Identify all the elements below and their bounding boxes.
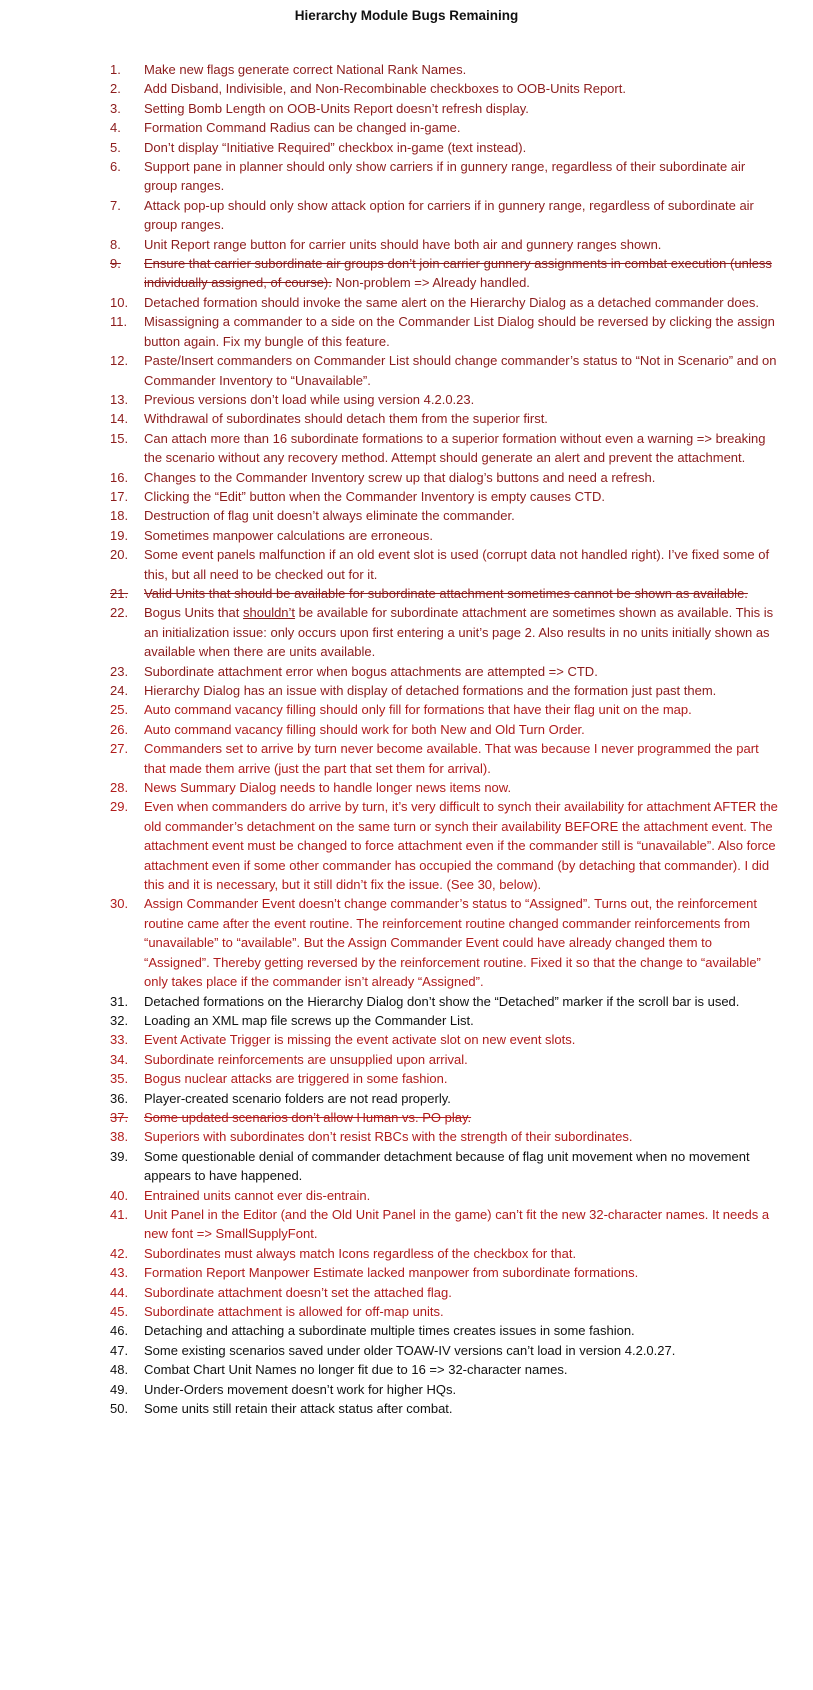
bug-number: 28.	[110, 780, 129, 796]
bug-text: should	[234, 585, 273, 601]
bug-text: Don’t display “Initiative Required” checkbox in-game (text instead).	[144, 139, 527, 155]
bug-number: 26.	[110, 721, 129, 737]
bug-item	[110, 778, 780, 797]
bug-number: 19.	[110, 527, 129, 543]
bug-number: 7.	[110, 197, 121, 213]
bug-number: 14.	[110, 411, 129, 427]
bug-text: Misassigning a commander to a side on the Commander List Dialog should be reversed by clicking the assign button again. Fix my bungle of this feature.	[144, 314, 775, 349]
bug-text: Previous versions don’t load while using version 4.2.0.23.	[144, 391, 475, 407]
bug-text: Paste/Insert commanders on Commander List should change commander’s status to “Not in Scenario” and on Commander Inventory to “Unavailable”.	[144, 353, 777, 388]
bug-item	[110, 254, 780, 293]
bug-number: 50.	[110, 1401, 129, 1417]
bug-item	[110, 235, 780, 254]
bug-number: 34.	[110, 1051, 129, 1067]
bug-text: Assign Commander Event doesn’t change commander’s status to “Assigned”. Turns out, the reinforcement routine came after the event routine. The reinforcement routine changed commander reinforcements from “unavailable” to “available”. But the Assign Commander Event could have already changed them to “Assigned”. Thereby getting reversed by the reinforcement routine. Fixed it so that the change to “available” only takes place if the commander isn’t already “Assigned”.	[144, 896, 761, 990]
bug-number: 41.	[110, 1206, 129, 1222]
bug-number: 22.	[110, 605, 129, 621]
bug-item	[110, 487, 780, 506]
bug-text: Some updated scenarios don’t allow Human vs. PO play.	[144, 1109, 472, 1125]
bug-item	[110, 739, 780, 778]
bug-number: 21.	[110, 585, 129, 601]
bug-item	[110, 1011, 780, 1030]
bug-text: Some event panels malfunction if an old event slot is used (corrupt data not handled right). I’ve fixed some of this, but all need to be checked out for it.	[144, 547, 770, 582]
bug-number: 3.	[110, 100, 121, 116]
bug-item	[110, 293, 780, 312]
bug-item	[110, 681, 780, 700]
bug-item	[110, 1127, 780, 1146]
bug-item	[110, 545, 780, 584]
bug-number: 29.	[110, 799, 129, 815]
bug-number: 46.	[110, 1323, 129, 1339]
bug-number: 1.	[110, 62, 121, 77]
bug-item	[110, 1089, 780, 1108]
bug-item	[110, 662, 780, 681]
bug-number: 5.	[110, 139, 121, 155]
bug-item	[110, 409, 780, 428]
bug-item	[110, 1147, 780, 1186]
bug-item	[110, 1360, 780, 1379]
bug-number: 36.	[110, 1090, 129, 1106]
bug-text: News Summary Dialog needs to handle longer news items now.	[144, 780, 512, 796]
bug-number: 17.	[110, 488, 129, 504]
bug-number: 31.	[110, 993, 129, 1009]
bug-number: 24.	[110, 683, 129, 698]
bug-text: Some questionable denial of commander detachment because of flag unit movement when no movement appears to have happened.	[144, 1148, 750, 1184]
bug-item	[110, 1069, 780, 1088]
bug-text: Subordinate reinforcements are unsupplied upon arrival.	[144, 1051, 468, 1067]
bug-number: 43.	[110, 1265, 129, 1281]
bug-text: Detached formations on the Hierarchy Dialog don’t show the “Detached” marker if the scroll bar is used.	[144, 993, 740, 1009]
bug-item	[110, 390, 780, 409]
bug-number: 49.	[110, 1381, 129, 1397]
bug-item	[110, 1321, 780, 1340]
bug-item	[110, 700, 780, 719]
bug-item	[110, 992, 780, 1011]
bug-text: Subordinate attachment is allowed for off-map units.	[144, 1304, 444, 1319]
bug-text: Even when commanders do arrive by turn, it’s very difficult to synch their availability for attachment AFTER the old commander’s detachment on the same turn or synch their availability BEFORE the attachment event. The attachment event must be changed to force attachment even if the commander still is “unavailable”. Also force attachment even if some other commander has occupied the command (by detaching that commander). I did this and it is necessary, but it still didn’t fix the issue. (See 30, below).	[144, 799, 778, 893]
bug-number: 33.	[110, 1032, 129, 1048]
bug-number: 45.	[110, 1304, 129, 1319]
bug-text: Make new flags generate correct National Rank Names.	[144, 62, 467, 77]
bug-item	[110, 603, 780, 661]
bug-text: Combat Chart Unit Names no longer fit due to 16 => 32-character names.	[144, 1362, 568, 1378]
bug-number: 4.	[110, 120, 121, 136]
bug-text: Some existing scenarios saved under older TOAW-IV versions can’t load in version 4.2.0.27.	[144, 1342, 676, 1358]
bug-text: Formation Report Manpower Estimate lacked manpower from subordinate formations.	[144, 1265, 639, 1281]
bug-item	[110, 797, 780, 894]
bug-item	[110, 351, 780, 390]
bug-number: 11.	[110, 314, 128, 330]
bug-text: Attack pop-up should only show attack option for carriers if in gunnery range, regardless of subordinate air group ranges.	[144, 197, 754, 233]
bug-item	[110, 79, 780, 98]
bug-item	[110, 1380, 780, 1399]
bug-text: Some units still retain their attack status after combat.	[144, 1401, 453, 1417]
bug-text: Superiors with subordinates don’t resist RBCs with the strength of their subordinates.	[144, 1129, 633, 1145]
bug-item	[110, 118, 780, 137]
bug-text: Auto command vacancy filling should work for both New and Old Turn Order.	[144, 721, 585, 737]
bug-text: Subordinates must always match Icons regardless of the checkbox for that.	[144, 1245, 577, 1261]
bug-text: Setting Bomb Length on OOB-Units Report doesn’t refresh display.	[144, 100, 529, 116]
bug-number: 20.	[110, 547, 129, 563]
bug-text: Sometimes manpower calculations are erroneous.	[144, 527, 434, 543]
bug-item	[110, 526, 780, 545]
bug-item	[110, 312, 780, 351]
bug-text: Under-Orders movement doesn’t work for higher HQs.	[144, 1381, 457, 1397]
bug-item	[110, 1030, 780, 1049]
document-title: Hierarchy Module Bugs Remaining	[294, 8, 519, 23]
bug-number: 15.	[110, 430, 129, 446]
bug-item	[110, 1244, 780, 1263]
bug-text: Can attach more than 16 subordinate formations to a superior formation without even a warning => breaking the scenario without any recovery method. Attempt should generate an alert and prevent the attachment.	[144, 430, 766, 466]
bug-item	[110, 138, 780, 157]
bug-number: 42.	[110, 1245, 129, 1261]
bug-number: 47.	[110, 1342, 129, 1358]
bug-text: Ensure that carrier subordinate air groups don’t join carrier gunnery assignments in combat execution (unless individually assigned, of course).	[144, 256, 772, 291]
bug-number: 18.	[110, 508, 129, 524]
bug-text: Loading an XML map file screws up the Commander List.	[144, 1012, 474, 1028]
bug-text: Withdrawal of subordinates should detach them from the superior first.	[144, 411, 548, 427]
bug-text: Event Activate Trigger is missing the event activate slot on new event slots.	[144, 1032, 576, 1048]
bug-item	[110, 1302, 780, 1321]
bug-text: Changes to the Commander Inventory screw up that dialog’s buttons and need a refresh.	[144, 469, 656, 485]
bug-item	[110, 157, 780, 196]
bug-number: 23.	[110, 663, 129, 679]
bug-text: Auto command vacancy filling should only fill for formations that have their flag unit on the map.	[144, 702, 692, 718]
bug-number: 32.	[110, 1012, 129, 1028]
bug-item	[110, 429, 780, 468]
bug-number: 10.	[110, 294, 129, 310]
bug-number: 9.	[110, 256, 121, 272]
bug-text: Destruction of flag unit doesn’t always eliminate the commander.	[144, 508, 515, 524]
bug-item	[110, 60, 780, 79]
bug-number: 30.	[110, 896, 129, 912]
bug-item	[110, 1050, 780, 1069]
bug-text: Support pane in planner should only show carriers if in gunnery range, regardless of their subordinate air group ranges.	[144, 159, 746, 194]
bug-text: Clicking the “Edit” button when the Commander Inventory is empty causes CTD.	[144, 488, 605, 504]
bug-text: Commanders set to arrive by turn never become available. That was because I never programmed the part that made them arrive (just the part that set them for arrival).	[144, 741, 759, 776]
bug-number: 25.	[110, 702, 129, 718]
bug-number: 16.	[110, 469, 129, 485]
bug-item	[110, 1283, 780, 1302]
bug-number: 27.	[110, 741, 129, 757]
bug-text: Formation Command Radius can be changed in-game.	[144, 120, 461, 136]
bug-text: Hierarchy Dialog has an issue with display of detached formations and the formation just past them.	[144, 683, 717, 698]
bug-number: 2.	[110, 81, 121, 97]
bug-item	[110, 1186, 780, 1205]
bug-item	[110, 506, 780, 525]
bug-item	[110, 99, 780, 118]
bug-number: 12.	[110, 353, 129, 369]
bug-item	[110, 1108, 780, 1127]
bug-number: 38.	[110, 1129, 129, 1145]
bug-text: Unit Report range button for carrier units should have both air and gunnery ranges shown.	[144, 236, 662, 252]
bug-item	[110, 720, 780, 739]
bug-number: 6.	[110, 159, 121, 175]
bug-item	[110, 1399, 780, 1418]
bug-item	[110, 1263, 780, 1282]
bug-number: 39.	[110, 1148, 129, 1164]
bug-text: be available for subordinate attachment sometimes cannot be shown as available.	[272, 585, 748, 601]
bug-number: 35.	[110, 1071, 129, 1087]
bug-item	[110, 584, 780, 603]
bug-item	[110, 894, 780, 991]
bug-text: Detaching and attaching a subordinate multiple times creates issues in some fashion.	[144, 1323, 635, 1339]
bug-item	[110, 1205, 780, 1244]
bug-text: Player-created scenario folders are not read properly.	[144, 1090, 451, 1106]
bug-number: 8.	[110, 236, 121, 252]
bug-text: Detached formation should invoke the same alert on the Hierarchy Dialog as a detached commander does.	[144, 294, 759, 310]
bug-number: 37.	[110, 1109, 129, 1125]
bug-number: 44.	[110, 1284, 129, 1300]
bug-item	[110, 1341, 780, 1360]
bug-number: 13.	[110, 391, 129, 407]
bug-number: 48.	[110, 1362, 129, 1378]
bug-text: Subordinate attachment error when bogus attachments are attempted => CTD.	[144, 663, 598, 679]
bug-text: Valid Units that	[144, 585, 235, 601]
bug-text: Subordinate attachment doesn’t set the attached flag.	[144, 1284, 452, 1300]
bug-text: Non-problem => Already handled.	[331, 275, 530, 291]
bug-text: be available for subordinate attachment are sometimes shown as available. This is an initialization issue: only occurs upon first entering a unit’s page 2. Also results in no units initially shown as available when there are units available.	[144, 605, 774, 660]
bug-text: Entrained units cannot ever dis-entrain.	[144, 1187, 371, 1203]
bug-number: 40.	[110, 1187, 129, 1203]
bug-text: Unit Panel in the Editor (and the Old Unit Panel in the game) can’t fit the new 32-character names. It needs a new font => SmallSupplyFont.	[144, 1206, 770, 1242]
bug-item	[110, 468, 780, 487]
bug-text: Add Disband, Indivisible, and Non-Recombinable checkboxes to OOB-Units Report.	[144, 81, 626, 97]
bug-text: Bogus nuclear attacks are triggered in some fashion.	[144, 1071, 448, 1087]
bug-text: shouldn’t	[243, 605, 296, 621]
bug-text: Bogus Units that	[144, 605, 243, 621]
bug-list	[110, 60, 780, 1418]
bug-item	[110, 196, 780, 235]
